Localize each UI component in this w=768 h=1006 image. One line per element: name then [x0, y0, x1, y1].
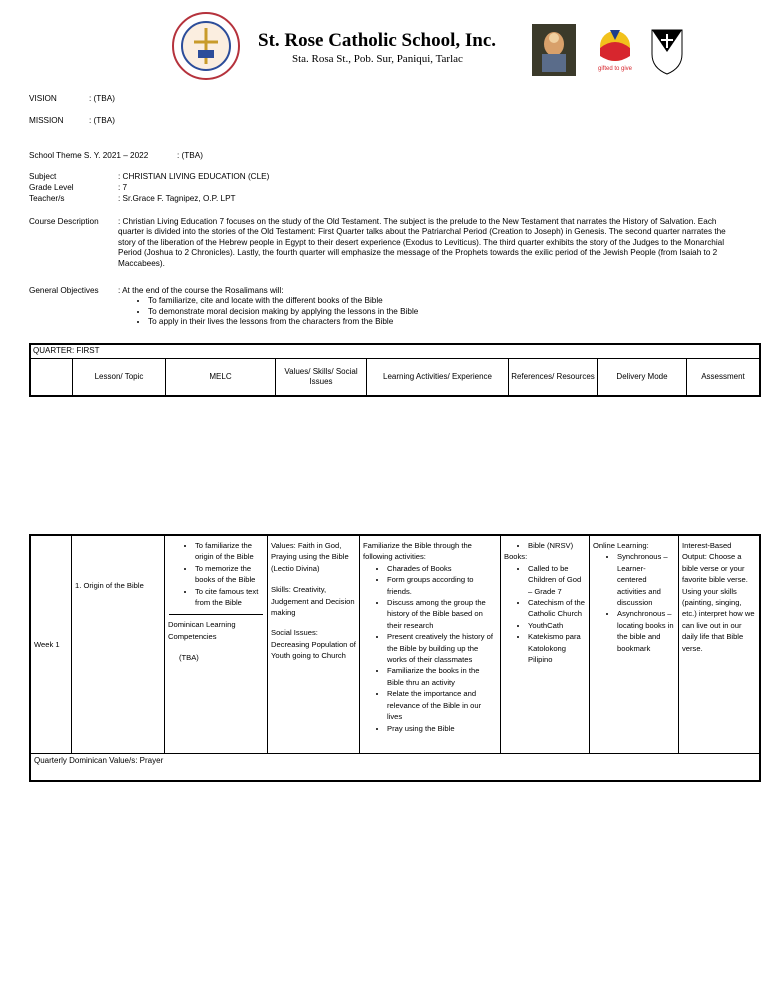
- activity-item: • Present creatively the history of the Bible by building up the works of their classmates: [387, 631, 497, 665]
- melc-cell: [165, 535, 268, 753]
- quarter-label: QUARTER: FIRST: [30, 344, 760, 358]
- activity-item: • Familiarize the books in the Bible thru an activity: [387, 665, 497, 688]
- grade-level-value: : 7: [118, 183, 128, 192]
- values-cell: [268, 535, 360, 753]
- activity-item: • Charades of Books: [387, 563, 497, 574]
- school-theme-value: : (TBA): [177, 151, 203, 160]
- delivery-cell: [590, 535, 679, 753]
- svg-text:gifted to give: gifted to give: [597, 66, 633, 72]
- values-text: Values: Faith in God, Praying using the Bible (Lectio Divina): [271, 541, 349, 573]
- course-description-text: [118, 217, 730, 269]
- subject-value: : CHRISTIAN LIVING EDUCATION (CLE): [118, 172, 270, 181]
- teacher-value: : Sr.Grace F. Tagnipez, O.P. LPT: [118, 194, 236, 203]
- objective-item: • To demonstrate moral decision making by applying the lessons in the Bible: [148, 307, 678, 317]
- header-melc: MELC: [166, 358, 276, 396]
- vision-label: VISION: [29, 94, 57, 103]
- reference-item: • Bible (NRSV): [528, 540, 586, 551]
- header-learning-activities: Learning Activities/ Experience: [367, 358, 509, 396]
- activity-item: • Relate the importance and relevance of the Bible in our lives: [387, 688, 497, 722]
- delivery-label: Online Learning:: [593, 541, 649, 550]
- melc-item: • To familiarize the origin of the Bible: [195, 540, 265, 563]
- activity-item: • Form groups according to friends.: [387, 574, 497, 597]
- header-cell-blank: [30, 358, 73, 396]
- school-seal-logo: [172, 12, 240, 80]
- general-objectives: [118, 286, 678, 328]
- school-name: St. Rose Catholic School, Inc.: [258, 30, 497, 51]
- header-assessment: Assessment: [687, 358, 761, 396]
- activity-item: • Pray using the Bible: [387, 723, 497, 734]
- gifted-to-give-logo: [596, 26, 634, 72]
- reference-item: • Catechism of the Catholic Church: [528, 597, 586, 620]
- activity-item: • Discuss among the group the history of the Bible based on their research: [387, 597, 497, 631]
- mission-label: MISSION: [29, 116, 64, 125]
- quarterly-dominican-values: Quarterly Dominican Value/s: Prayer: [30, 753, 760, 781]
- dominican-jubilee-shield: [648, 22, 686, 76]
- header-delivery-mode: Delivery Mode: [598, 358, 687, 396]
- teacher-label: Teacher/s: [29, 194, 65, 203]
- reference-item: • YouthCath: [528, 620, 586, 631]
- assessment-cell: [679, 535, 761, 753]
- header-lesson-topic: Lesson/ Topic: [73, 358, 166, 396]
- week-cell: [30, 535, 72, 753]
- school-theme-label: School Theme S. Y. 2021 – 2022: [29, 151, 149, 160]
- skills-text: Skills: Creativity, Judgement and Decision making: [271, 585, 355, 618]
- quarter-header-table: [29, 343, 761, 397]
- objective-item: • To apply in their lives the lessons from the characters from the Bible: [148, 317, 678, 327]
- assessment-text: Interest-Based Output: Choose a bible verse or your favorite bible verse. Using your skills (painting, singing, etc.) interpret how we can live out in our daily life that Bible verse.: [682, 541, 755, 653]
- activities-cell: [360, 535, 501, 753]
- references-cell: [501, 535, 590, 753]
- reference-item: • Katekismo para Katolokong Pilipino: [528, 631, 586, 665]
- books-label: Books:: [504, 552, 528, 562]
- subject-label: Subject: [29, 172, 57, 181]
- delivery-item: • Synchronous –Learner-centered activities and discussion: [617, 551, 675, 608]
- social-issues-text: Social Issues: Decreasing Population of Youth going to Church: [271, 628, 356, 661]
- general-objectives-label: General Objectives: [29, 286, 99, 295]
- vision-value: : (TBA): [89, 94, 115, 103]
- header-references: References/ Resources: [509, 358, 598, 396]
- course-line: story of the liberation of the Hebrew people in Egypt to their desert experience (Exodus to Leviticus). The third quarter exhibits the story of the Judges to the Monarchial: [118, 237, 725, 247]
- delivery-item: • Asynchronous – locating books in the bible and bookmark: [617, 608, 675, 654]
- st-rose-image: [532, 24, 576, 76]
- school-address: Sta. Rosa St., Pob. Sur, Paniqui, Tarlac: [292, 53, 463, 65]
- melc-item: • To memorize the books of the Bible: [195, 563, 265, 586]
- reference-item: • Called to be Children of God – Grade 7: [528, 563, 586, 597]
- melc-item: • To cite famous text from the Bible: [195, 586, 265, 609]
- dominican-competencies-label: Dominican Learning Competencies: [168, 620, 236, 641]
- course-line: Period (Joshua to 2 Chronicles). Lastly, the fourth quarter will emphasize the message of the Prophets towards the exilic period of the Jewish People (from Isaiah to 2: [118, 248, 718, 258]
- course-line: quarter is divided into the stories of the Old Testament: First Quarter talks about the Patriarchal Period (Creation to Joseph) in Genesis. The second quarter narrates the: [118, 227, 726, 237]
- dominican-competencies-value: (TBA): [179, 653, 199, 663]
- week-label: Week 1: [34, 639, 60, 649]
- grade-level-label: Grade Level: [29, 183, 74, 192]
- course-line: Maccabees).: [118, 258, 165, 268]
- lesson-cell: [72, 535, 165, 753]
- activities-intro: Familiarize the Bible through the following activities:: [363, 541, 472, 562]
- course-line: : Christian Living Education 7 focuses on the study of the Old Testament. The subject is the prelude to the New Testament that narrates the History of Salvation. Each: [118, 217, 717, 226]
- melc-divider: [169, 614, 263, 615]
- lesson-topic: 1. Origin of the Bible: [75, 581, 144, 590]
- week-table: [29, 534, 761, 782]
- header-values-skills: Values/ Skills/ Social Issues: [276, 358, 367, 396]
- mission-value: : (TBA): [89, 116, 115, 125]
- objectives-intro: : At the end of the course the Rosalimans will:: [118, 286, 284, 295]
- course-description-label: Course Description: [29, 217, 99, 226]
- objective-item: • To familiarize, cite and locate with the different books of the Bible: [148, 296, 678, 306]
